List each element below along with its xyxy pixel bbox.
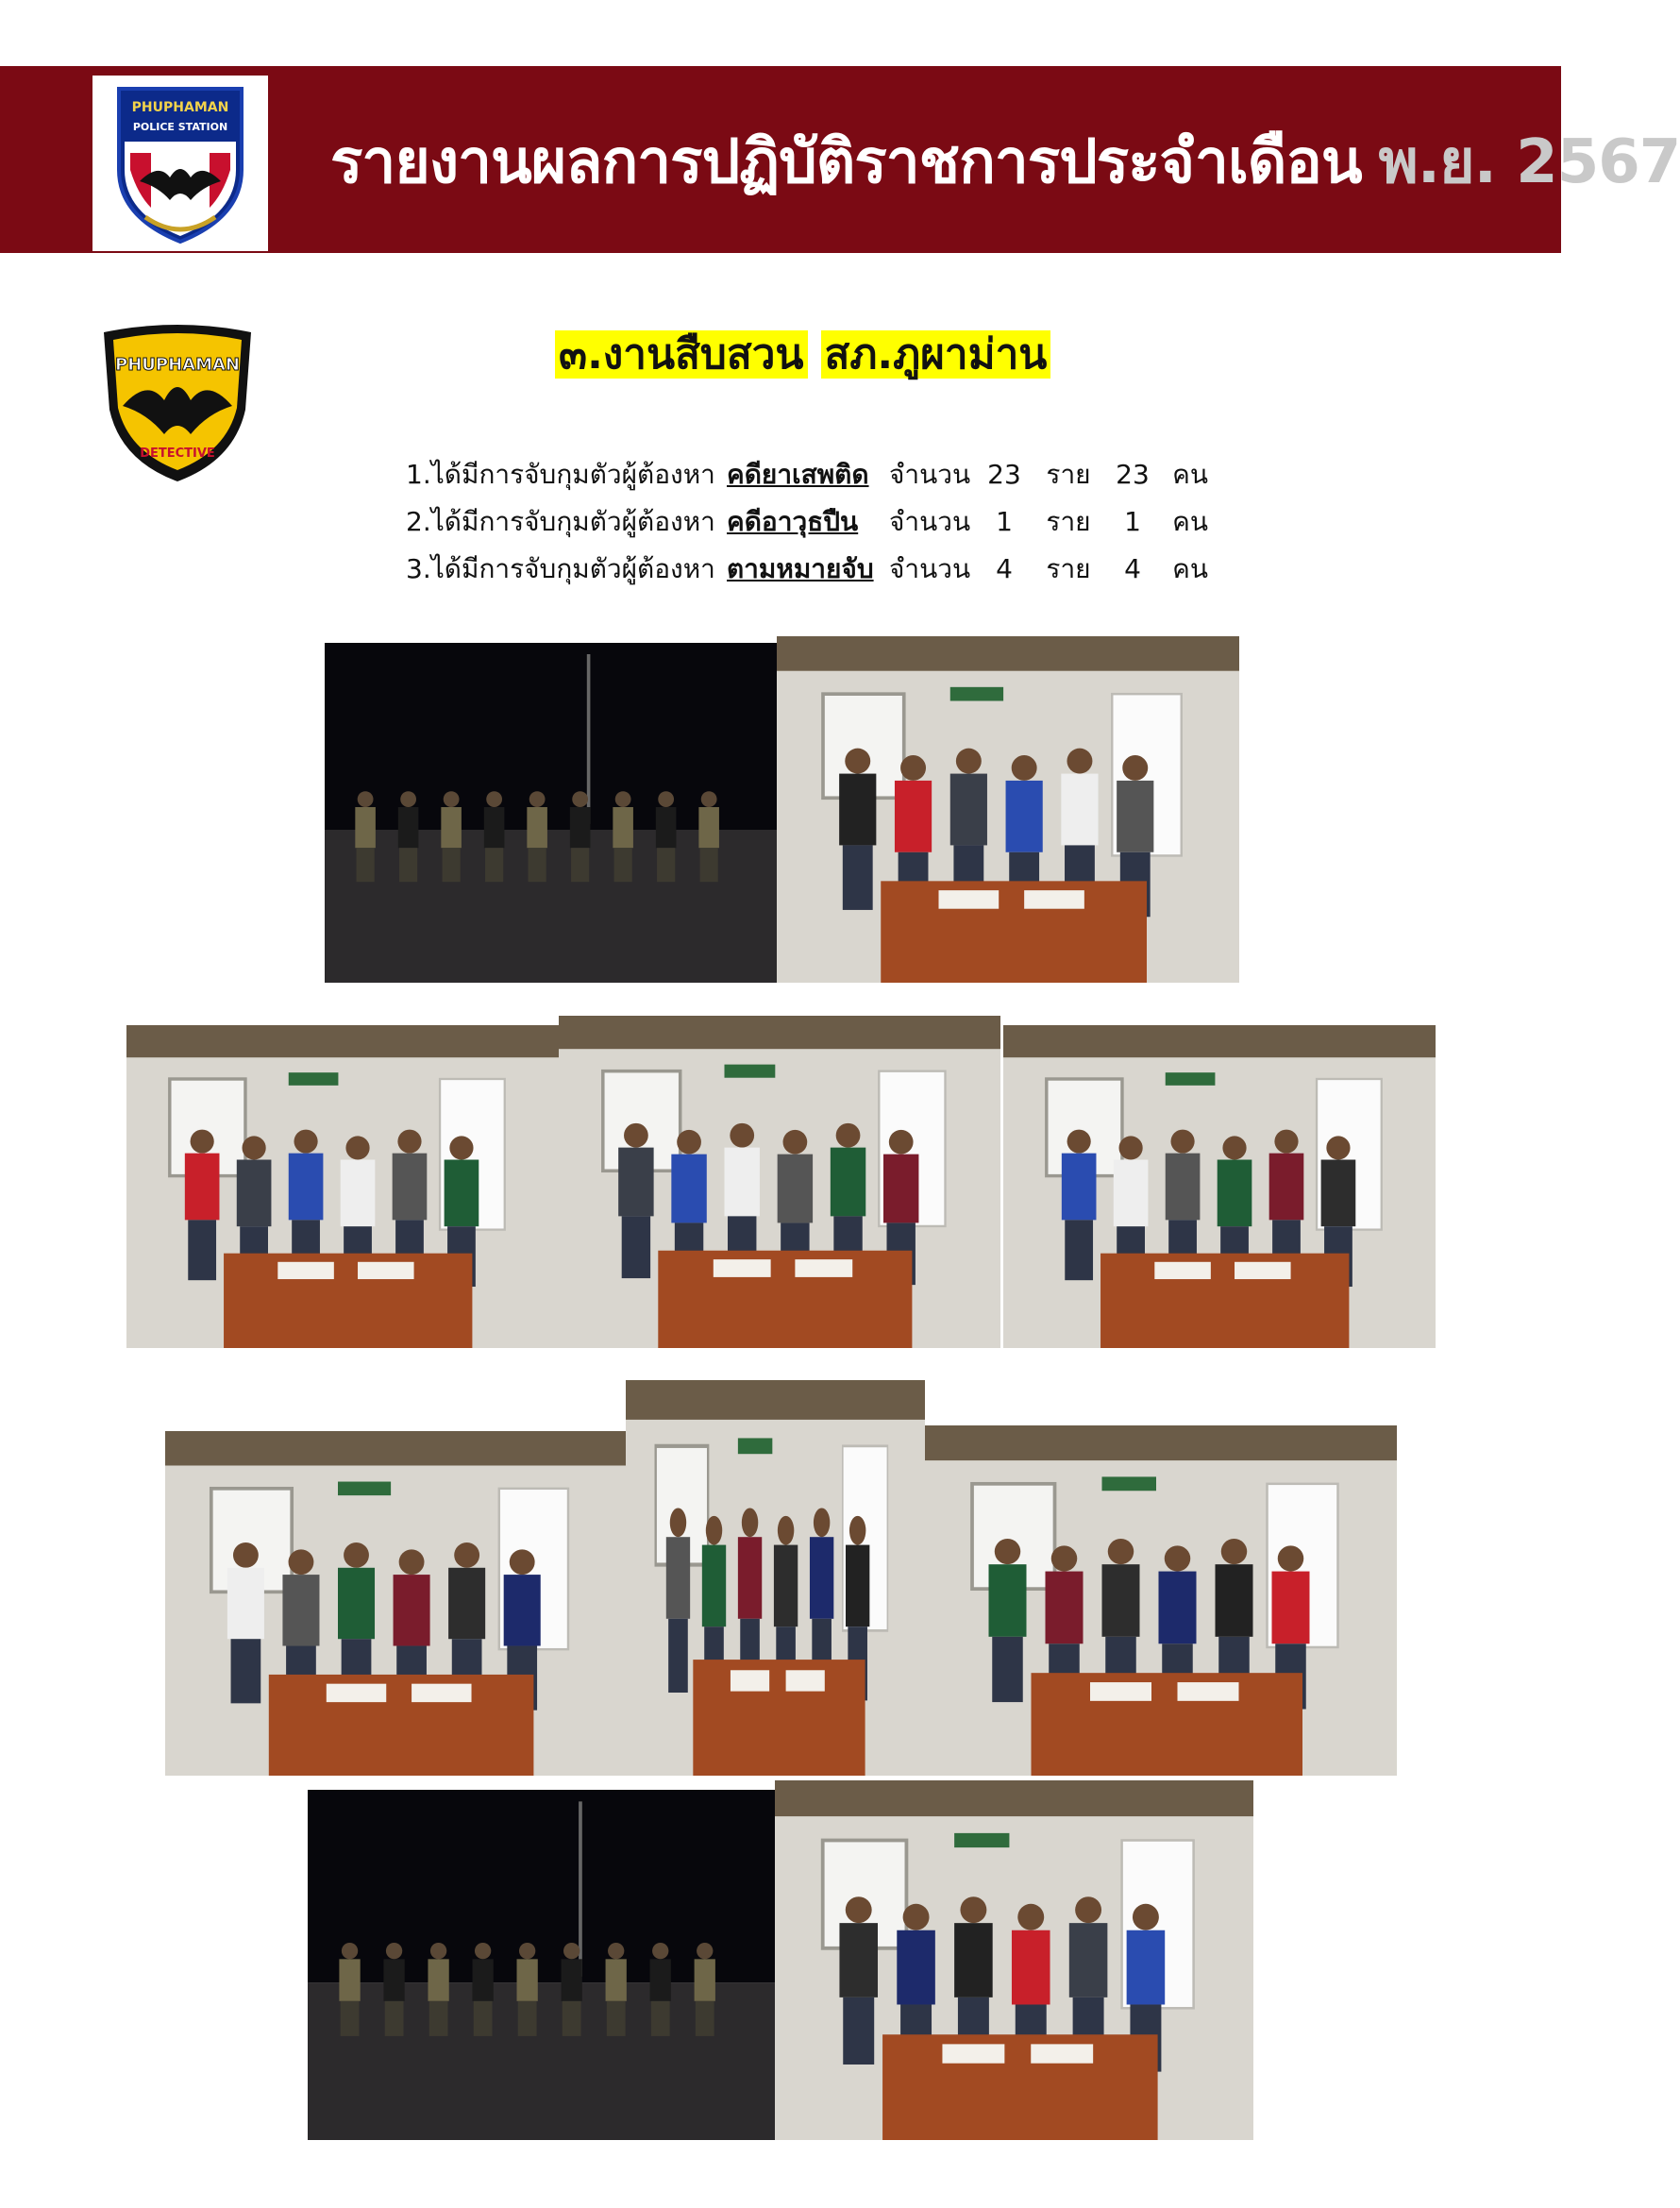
photo-night-arrest: [165, 1431, 626, 1776]
quantity-label: จำนวน: [889, 553, 971, 584]
photo-office-arrest: [559, 1016, 1000, 1348]
svg-text:PHUPHAMAN: PHUPHAMAN: [115, 355, 240, 375]
summary-text: 1.ได้มีการจับกุมตัวผู้ต้องหา: [406, 459, 715, 490]
person-count: 4: [1124, 553, 1141, 584]
report-title: รายงานผลการปฏิบัติราชการประจำเดือน: [330, 127, 1362, 197]
section-heading: [555, 321, 1050, 387]
photo-office-arrest: [626, 1380, 925, 1776]
case-type: คดียาเสพติด: [727, 459, 869, 490]
summary-text: 2.ได้มีการจับกุมตัวผู้ต้องหา: [406, 506, 715, 537]
detective-unit-logo: [94, 319, 260, 485]
photo-night-patrol-lineup: [325, 643, 777, 983]
case-type: ตามหมายจับ: [727, 553, 874, 584]
case-type: คดีอาวุธปืน: [727, 506, 859, 537]
police-station-logo: [92, 76, 268, 251]
summary-row-firearms: [406, 498, 1208, 546]
arrest-summary: [406, 451, 1208, 593]
summary-row-warrants: [406, 546, 1208, 593]
photo-firearm-arrest: [126, 1025, 559, 1348]
person-count: 23: [1116, 459, 1150, 490]
photo-office-arrest: [925, 1425, 1397, 1776]
case-unit: ราย: [1046, 553, 1091, 584]
svg-text:PHUPHAMAN: PHUPHAMAN: [131, 100, 229, 115]
case-unit: ราย: [1046, 506, 1091, 537]
section-title: ๓.งานสืบสวน: [555, 330, 808, 379]
case-unit: ราย: [1046, 459, 1091, 490]
photo-office-arrest: [1003, 1025, 1436, 1348]
summary-row-drugs: [406, 451, 1208, 498]
svg-text:DETECTIVE: DETECTIVE: [140, 447, 215, 461]
quantity-label: จำนวน: [889, 506, 971, 537]
case-count: 1: [996, 506, 1013, 537]
case-count: 23: [987, 459, 1021, 490]
report-month: พ.ย. 2567: [1378, 127, 1680, 197]
person-unit: คน: [1172, 553, 1208, 584]
person-unit: คน: [1172, 459, 1208, 490]
person-count: 1: [1124, 506, 1141, 537]
photo-office-arrest: [775, 1780, 1253, 2140]
summary-text: 3.ได้มีการจับกุมตัวผู้ต้องหา: [406, 553, 715, 584]
svg-text:POLICE STATION: POLICE STATION: [132, 121, 228, 133]
page-title: [330, 113, 1680, 210]
station-name: สภ.ภูผาม่าน: [821, 330, 1051, 379]
header-banner: [0, 66, 1680, 253]
person-unit: คน: [1172, 506, 1208, 537]
quantity-label: จำนวน: [889, 459, 971, 490]
photo-office-arrest: [777, 636, 1239, 983]
photo-night-patrol-lineup: [308, 1790, 775, 2140]
case-count: 4: [996, 553, 1013, 584]
